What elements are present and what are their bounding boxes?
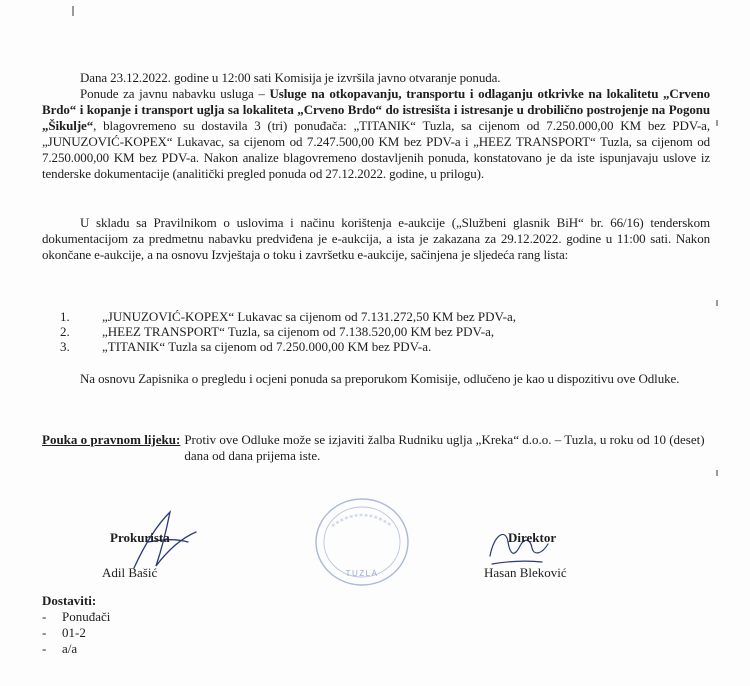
- offers-text: [42, 86, 710, 182]
- distribution-list: [42, 593, 110, 657]
- offers-intro: Ponude za javnu nabavku usluga –: [80, 86, 270, 101]
- stamp-text: TUZLA: [345, 569, 379, 578]
- date-paragraph: [42, 70, 710, 86]
- auction-rules-text: U skladu sa Pravilnikom o uslovima i načinu korištenja e-aukcije („Službeni glasnik BiH“ br. 66/16) tenderskom dokumentacijom za predmetnu nabavku predviđena je e-aukcija, a ista je zakazana za 29.12.2022. godine u 11:00 sati. Nakon okončane e-aukcije, a na osnovu Izvještaja o toku i završetku e-aukcije, sačinjena je sljedeća rang lista:: [42, 215, 710, 262]
- rank-list-item: [60, 339, 680, 354]
- edge-mark: [716, 120, 718, 126]
- offers-subject: Usluge na otkopavanju, transportu i odlaganju otkrivke na lokalitetu „Crveno Brdo“ i kopanje i transport uglja sa lokaliteta „Crveno Brdo“ do istresišta i istresanje u drobilično postrojenje na Pogonu „Šikulje“: [42, 86, 710, 133]
- signature-right-title: Direktor: [508, 530, 557, 545]
- rank-list: [60, 309, 680, 354]
- date-text: Dana 23.12.2022. godine u 12:00 sati Komisija je izvršila javno otvaranje ponuda.: [80, 70, 501, 85]
- legal-remedy-text: Protiv ove Odluke može se izjaviti žalba Rudniku uglja „Kreka“ d.o.o. – Tuzla, u roku od 10 (deset) dana od dana prijema iste.: [184, 432, 705, 463]
- conclusion-paragraph: [42, 371, 710, 387]
- official-stamp: [312, 496, 412, 588]
- distribution-item-text: Ponuđači: [62, 609, 111, 624]
- signature-left-title: Prokurista: [110, 530, 170, 545]
- edge-mark: [716, 470, 718, 476]
- distribution-item-text: a/a: [62, 641, 78, 656]
- distribution-dash: -: [42, 641, 47, 656]
- distribution-item-text: 01-2: [62, 625, 86, 640]
- distribution-item: [42, 625, 110, 641]
- offers-rest: , blagovremeno su dostavila 3 (tri) ponuđača: „TITANIK“ Tuzla, sa cijenom od 7.250.000,00 KM bez PDV-a, „JUNUZOVIĆ-KOPEX“ Lukavac, sa cijenom od 7.247.500,00 KM bez PDV-a i „HEEZ TRANSPORT“ Tuzla, sa cijenom od 7.250.000,00 KM bez PDV-a. Nakon analize blagovremeno dostavljenih ponuda, konstatovano je da iste ispunjavaju uslove iz tenderske dokumentacije (analitički pregled ponuda od 27.12.2022. godine, u prilogu).: [42, 118, 710, 181]
- rank-text: „TITANIK“ Tuzla sa cijenom od 7.250.000,00 KM bez PDV-a.: [102, 339, 432, 354]
- rank-list-item: [60, 309, 680, 324]
- distribution-title: Dostaviti:: [42, 593, 97, 608]
- edge-mark: [72, 6, 74, 16]
- signature-left-name: Adil Bašić: [102, 565, 158, 580]
- rank-number: 3.: [60, 339, 70, 354]
- rank-text: „JUNUZOVIĆ-KOPEX“ Lukavac sa cijenom od 7.131.272,50 KM bez PDV-a,: [102, 309, 517, 324]
- rank-text: „HEEZ TRANSPORT“ Tuzla, sa cijenom od 7.138.520,00 KM bez PDV-a,: [102, 324, 495, 339]
- offers-paragraph: [42, 86, 710, 182]
- rank-number: 2.: [60, 324, 70, 339]
- conclusion-text: Na osnovu Zapisnika o pregledu i ocjeni ponuda sa preporukom Komisije, odlučeno je kao u dispozitivu ove Odluke.: [80, 371, 680, 386]
- distribution-item: [42, 641, 110, 657]
- distribution-item: [42, 609, 110, 625]
- distribution-dash: -: [42, 625, 47, 640]
- distribution-dash: -: [42, 609, 47, 624]
- legal-remedy: [42, 432, 710, 464]
- rank-number: 1.: [60, 309, 70, 324]
- legal-remedy-label: Pouka o pravnom lijeku:: [42, 432, 181, 447]
- edge-mark: [716, 300, 718, 306]
- auction-rules-paragraph: [42, 215, 710, 263]
- signature-right-name: Hasan Bleković: [484, 565, 567, 580]
- rank-list-item: [60, 324, 680, 339]
